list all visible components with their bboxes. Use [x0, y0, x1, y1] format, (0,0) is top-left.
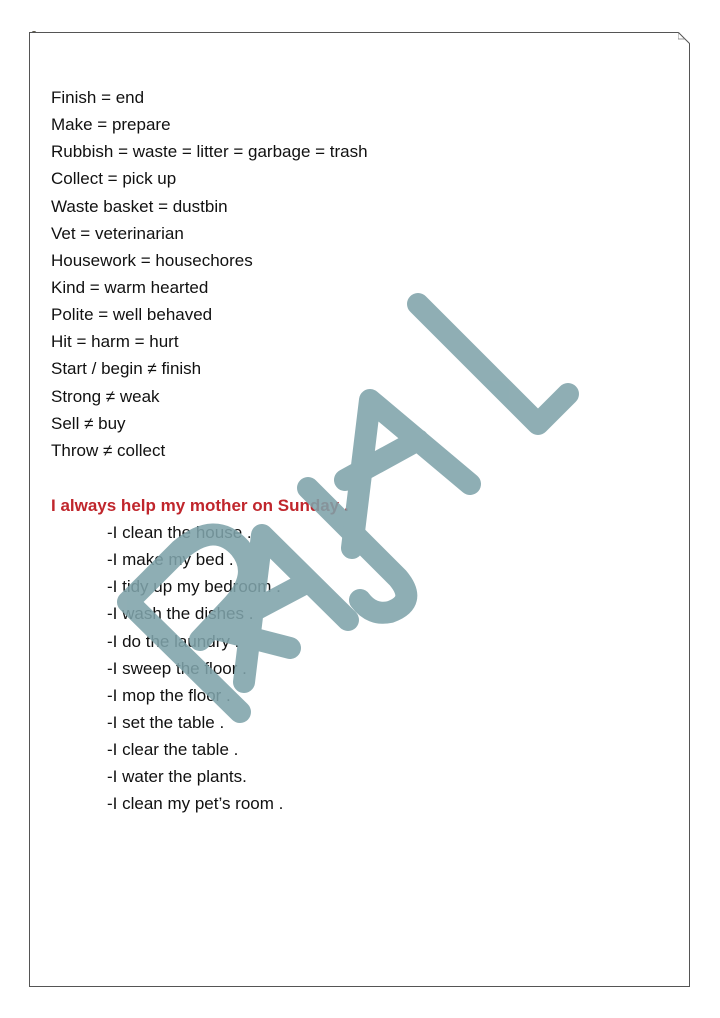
vocabulary-item: Sell ≠ buy: [51, 413, 126, 433]
activity-item: -I clear the table .: [107, 740, 239, 760]
vocabulary-item: Make = prepare: [51, 115, 171, 135]
activity-item: -I do the laundry .: [107, 631, 240, 651]
vocabulary-item: Polite = well behaved: [51, 305, 213, 325]
vocabulary-item: Collect = pick up: [51, 169, 177, 189]
activity-item: -I clean the house .: [107, 523, 252, 542]
vocabulary-list: [51, 84, 368, 464]
vocabulary-item: Kind = warm hearted: [51, 277, 209, 297]
vocabulary-item: Start / begin ≠ finish: [51, 359, 202, 379]
activity-item: -I clean my pet’s room .: [107, 794, 284, 814]
vocabulary-item: Housework = housechores: [51, 250, 253, 270]
vocabulary-item: Rubbish = waste = litter = garbage = trash: [51, 142, 368, 162]
activity-item: -I water the plants.: [107, 767, 247, 787]
vocabulary-item: Hit = harm = hurt: [51, 332, 179, 352]
activity-item: -I set the table .: [107, 712, 225, 732]
activity-item: -I wash the dishes .: [107, 604, 254, 624]
activity-item: -I mop the floor .: [107, 685, 231, 705]
vocabulary-item: Finish = end: [51, 88, 145, 107]
page-corner-fold-icon: [678, 32, 690, 44]
activity-list: [107, 519, 283, 818]
activity-item: -I tidy up my bedroom .: [107, 577, 281, 597]
vocabulary-item: Waste basket = dustbin: [51, 196, 228, 216]
vocabulary-item: Vet = veterinarian: [51, 223, 184, 243]
activity-item: -I make my bed .: [107, 550, 234, 570]
vocabulary-item: Throw ≠ collect: [51, 440, 166, 460]
activity-item: -I sweep the floor .: [107, 658, 247, 678]
vocabulary-item: Strong ≠ weak: [51, 386, 160, 406]
section-heading: I always help my mother on Sunday .: [51, 496, 349, 515]
